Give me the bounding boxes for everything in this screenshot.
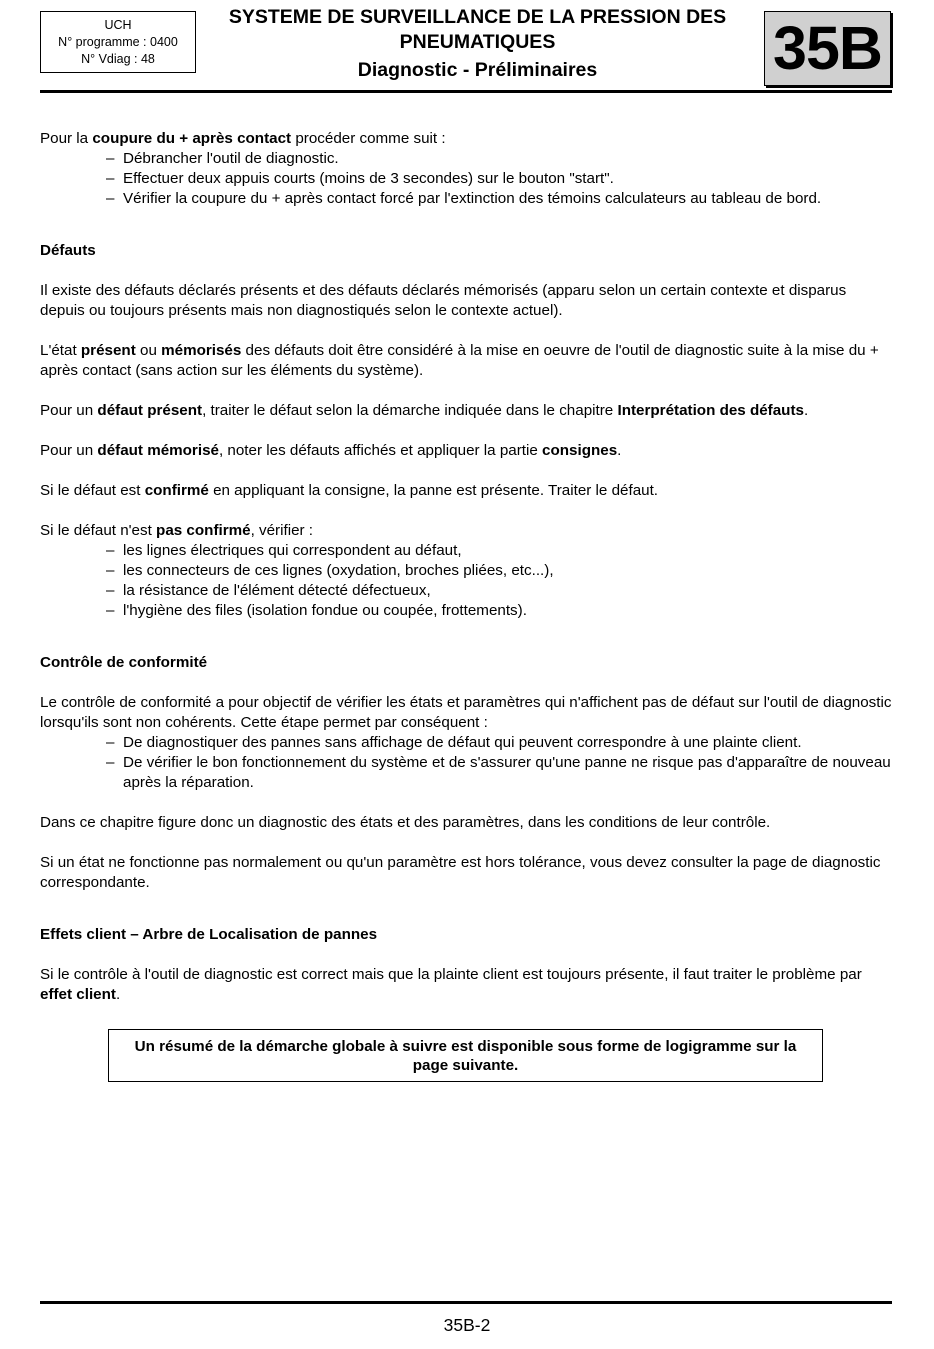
page-number: 35B-2 bbox=[443, 1315, 491, 1335]
page-subtitle: Diagnostic - Préliminaires bbox=[357, 59, 598, 81]
section-heading-defauts: Défauts bbox=[40, 242, 96, 259]
section-heading-effets: Effets client – Arbre de Localisation de pannes bbox=[40, 926, 378, 943]
paragraph: Si un état ne fonctionne pas normalement ou qu'un paramètre est hors tolérance, vous devez consulter la page de diagnostic correspondante. bbox=[40, 854, 881, 891]
module-name: UCH bbox=[104, 18, 132, 32]
list-item: – la résistance de l'élément détecté défectueux, bbox=[106, 582, 431, 599]
paragraph: Si le défaut n'est pas confirmé, vérifier : bbox=[40, 522, 314, 539]
paragraph: Le contrôle de conformité a pour objectif de vérifier les états et paramètres qui n'affichent pas de défaut sur l'outil de diagnostic lorsqu'ils sont non cohérents. Cette étape permet par conséquent : bbox=[40, 694, 892, 731]
page-title-block bbox=[200, 5, 755, 83]
page-title: SYSTEME DE SURVEILLANCE DE LA PRESSION DES PNEUMATIQUES bbox=[228, 6, 727, 53]
section-code-badge: 35B bbox=[764, 11, 891, 86]
footer-divider bbox=[40, 1301, 892, 1304]
paragraph: Pour un défaut présent, traiter le défaut selon la démarche indiquée dans le chapitre Interprétation des défauts. bbox=[40, 402, 809, 419]
intro-steps-list bbox=[40, 149, 892, 209]
paragraph: Si le défaut est confirmé en appliquant la consigne, la panne est présente. Traiter le défaut. bbox=[40, 482, 659, 499]
list-item: – De vérifier le bon fonctionnement du système et de s'assurer qu'une panne ne risque pas d'apparaître de nouveau après la réparation. bbox=[106, 754, 891, 791]
paragraph: L'état présent ou mémorisés des défauts doit être considéré à la mise en oeuvre de l'outil de diagnostic suite à la mise du + après contact (sans action sur les éléments du système). bbox=[40, 342, 879, 379]
list-item: – Effectuer deux appuis courts (moins de 3 secondes) sur le bouton "start". bbox=[106, 170, 614, 187]
intro-paragraph: Pour la coupure du + après contact procéder comme suit : bbox=[40, 130, 446, 147]
paragraph: Si le contrôle à l'outil de diagnostic est correct mais que la plainte client est toujours présente, il faut traiter le problème par effet client. bbox=[40, 966, 862, 1003]
document-body bbox=[40, 129, 892, 1082]
program-number: N° programme : 0400 bbox=[58, 35, 178, 49]
header-divider bbox=[40, 90, 892, 93]
list-item: – les connecteurs de ces lignes (oxydation, broches pliées, etc...), bbox=[106, 562, 554, 579]
note-box: Un résumé de la démarche globale à suivre est disponible sous forme de logigramme sur la page suivante. bbox=[108, 1029, 823, 1082]
vdiag-number: N° Vdiag : 48 bbox=[81, 52, 155, 66]
conformite-list bbox=[40, 733, 892, 793]
check-list bbox=[40, 541, 892, 621]
section-heading-conformite: Contrôle de conformité bbox=[40, 654, 208, 671]
list-item: – Vérifier la coupure du + après contact forcé par l'extinction des témoins calculateurs au tableau de bord. bbox=[106, 190, 822, 207]
list-item: – De diagnostiquer des pannes sans affichage de défaut qui peuvent correspondre à une plainte client. bbox=[106, 734, 802, 751]
list-item: – les lignes électriques qui correspondent au défaut, bbox=[106, 542, 462, 559]
program-info-box bbox=[40, 11, 196, 73]
paragraph: Il existe des défauts déclarés présents et des défauts déclarés mémorisés (apparu selon un certain contexte et disparus depuis ou toujours présents mais non diagnostiqués selon le contexte actuel). bbox=[40, 282, 847, 319]
list-item: – l'hygiène des files (isolation fondue ou coupée, frottements). bbox=[106, 602, 527, 619]
paragraph: Pour un défaut mémorisé, noter les défauts affichés et appliquer la partie consignes. bbox=[40, 442, 622, 459]
list-item: – Débrancher l'outil de diagnostic. bbox=[106, 150, 339, 167]
paragraph: Dans ce chapitre figure donc un diagnostic des états et des paramètres, dans les conditions de leur contrôle. bbox=[40, 814, 771, 831]
